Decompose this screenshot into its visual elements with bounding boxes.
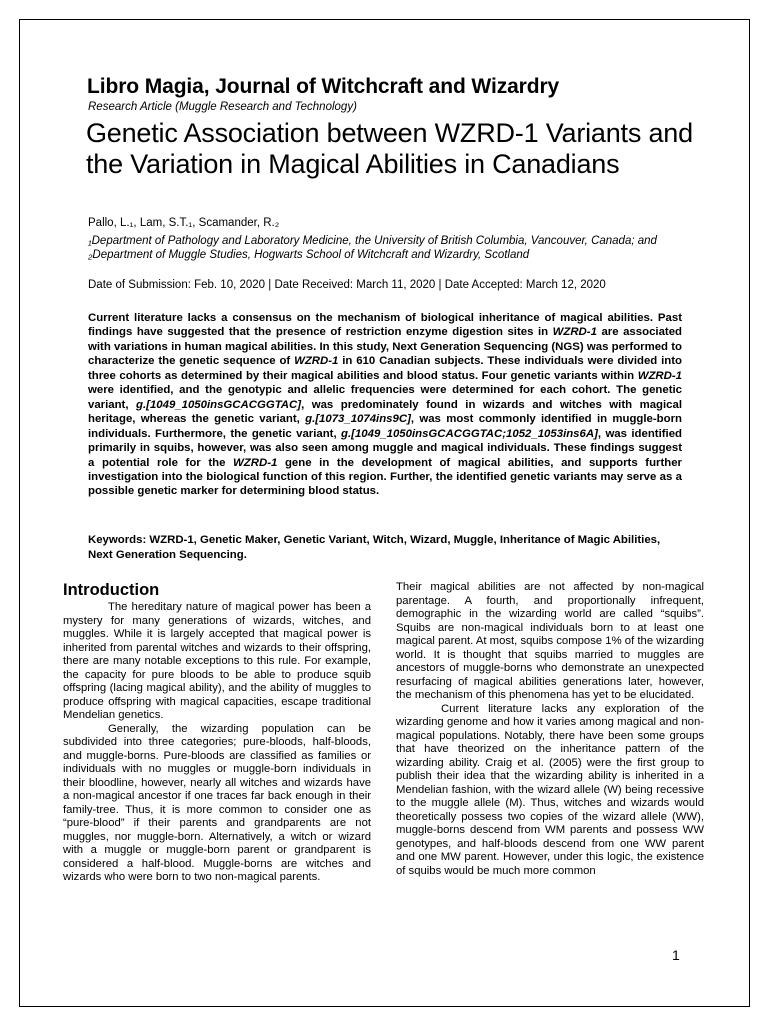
paragraph: Current literature lacks any exploration of the wizarding genome and how it varies among magical and non-magical populations. Notably, there have been some groups that have theorized on the inheritance pattern of the wizarding ability. Craig et al. (2005) were the first group to publish their idea that the wizarding ability is inherited in a Mendelian fashion, with the wizard allele (W) being recessive to the muggle allele (M). Thus, witches and wizards would theoretically possess two copies of the wizard allele (WW), muggle-borns descend from WM parents and possess WW genotypes, and half-bloods descend from one WW parent and one MW parent. However, under this logic, the existence of squibs would be much more common xyxy=(396,702,704,877)
paragraph: Generally, the wizarding population can be subdivided into three categories; pure-bloods, half-bloods, and muggle-borns. Pure-bloods are classified as families or individuals with no muggles or muggle-born individuals in their bloodline, however, nearly all witches and wizards have a non-magical ancestor if one traces far back enough in their family-tree. Thus, it is more common to consider one as “pure-blood” if their parents and grandparents are not muggles, nor muggle-born. Alternatively, a witch or wizard with a muggle or muggle-born parent or grandparent is considered a half-blood. Muggle-borns are witches and wizards who were born to two non-magical parents. xyxy=(63,722,371,883)
affiliations: ₁Department of Pathology and Laboratory Medicine, the University of British Columbia, Vancouver, Canada; and ₂Department of Muggle Studies, Hogwarts School of Witchcraft and Wizardry, Scotland xyxy=(88,235,657,261)
abstract-text: were identified, and the genotypic and allelic frequencies were determined for each cohort. The genetic variant, xyxy=(88,384,682,411)
abstract xyxy=(88,311,682,499)
right-column xyxy=(396,581,704,878)
abstract-text: , was most commonly identified in muggle-born individuals. Furthermore, the genetic variant, xyxy=(88,413,682,440)
paragraph: The hereditary nature of magical power has been a mystery for many generations of wizards, witches, and muggles. While it is largely accepted that magical power is inherited from parental witches and wizards to their offspring, there are many notable exceptions to this rule. For example, the capacity for pure bloods to be able to produce squib offspring (lacing magical ability), and the ability of muggles to produce offspring with magical capacities, escape traditional Mendelian genetics. xyxy=(63,601,371,721)
variant-name: g.[1073_1074ins9C] xyxy=(305,413,411,426)
introduction-heading: Introduction xyxy=(63,581,160,599)
left-column xyxy=(63,580,371,885)
gene-name: WZRD-1 xyxy=(233,456,278,469)
abstract-text: Current literature lacks a consensus on the mechanism of biological inheritance of magical abilities. Past findings have suggested that the presence of restriction enzyme digestion sites in xyxy=(88,312,682,339)
abstract-text: , was identified primarily in squibs, however, was also seen among muggle and magical individuals. These findings suggest a potential role for the xyxy=(88,427,682,469)
submission-dates: Date of Submission: Feb. 10, 2020 | Date Received: March 11, 2020 | Date Accepted: March 12, 2020 xyxy=(88,279,606,291)
abstract-text: are associated with variations in human magical abilities. In this study, Next Generation Sequencing (NGS) was performed to characterize the genetic sequence of xyxy=(88,326,682,368)
abstract-text: in 610 Canadian subjects. These individuals were divided into three cohorts as determined by their magical abilities and blood status. Four genetic variants within xyxy=(88,355,682,382)
page-number: 1 xyxy=(672,947,680,963)
journal-title: Libro Magia, Journal of Witchcraft and Wizardry xyxy=(87,75,560,98)
gene-name: WZRD-1 xyxy=(552,326,597,339)
article-type: Research Article (Muggle Research and Technology) xyxy=(88,101,357,113)
paragraph: Their magical abilities are not affected by non-magical parentage. A fourth, and proportionally infrequent, demographic in the wizarding world are called “squibs”. Squibs are non-magical individuals born to at least one magical parent. At most, squibs compose 1% of the wizarding world. It is thought that squibs married to muggles are ancestors of muggle-borns who demonstrate an unexpected resurfacing of magical abilities generations later, however, the mechanism of this phenomena has yet to be elucidated. xyxy=(396,581,704,701)
gene-name: WZRD-1 xyxy=(637,369,682,382)
abstract-text: gene in the development of magical abilities, and supports further investigation into the biological function of this region. Further, the identified genetic variants may serve as a possible genetic marker for determining blood status. xyxy=(88,456,682,498)
keywords: Keywords: WZRD-1, Genetic Maker, Genetic Variant, Witch, Wizard, Muggle, Inheritance of Magic Abilities, Next Generation Sequencing. xyxy=(88,534,661,561)
variant-name: g.[1049_1050insGCACGGTAC] xyxy=(136,398,302,411)
author-list: Pallo, L.₁, Lam, S.T.₁, Scamander, R.₂ xyxy=(88,217,280,229)
gene-name: WZRD-1 xyxy=(294,355,339,368)
article-title: Genetic Association between WZRD-1 Variants and the Variation in Magical Abilities in Canadians xyxy=(86,118,693,179)
abstract-text: , was predominately found in wizards and witches with magical heritage, whereas the genetic variant, xyxy=(88,398,682,426)
variant-name: g.[1049_1050insGCACGGTAC;1052_1053ins6A] xyxy=(341,427,598,440)
